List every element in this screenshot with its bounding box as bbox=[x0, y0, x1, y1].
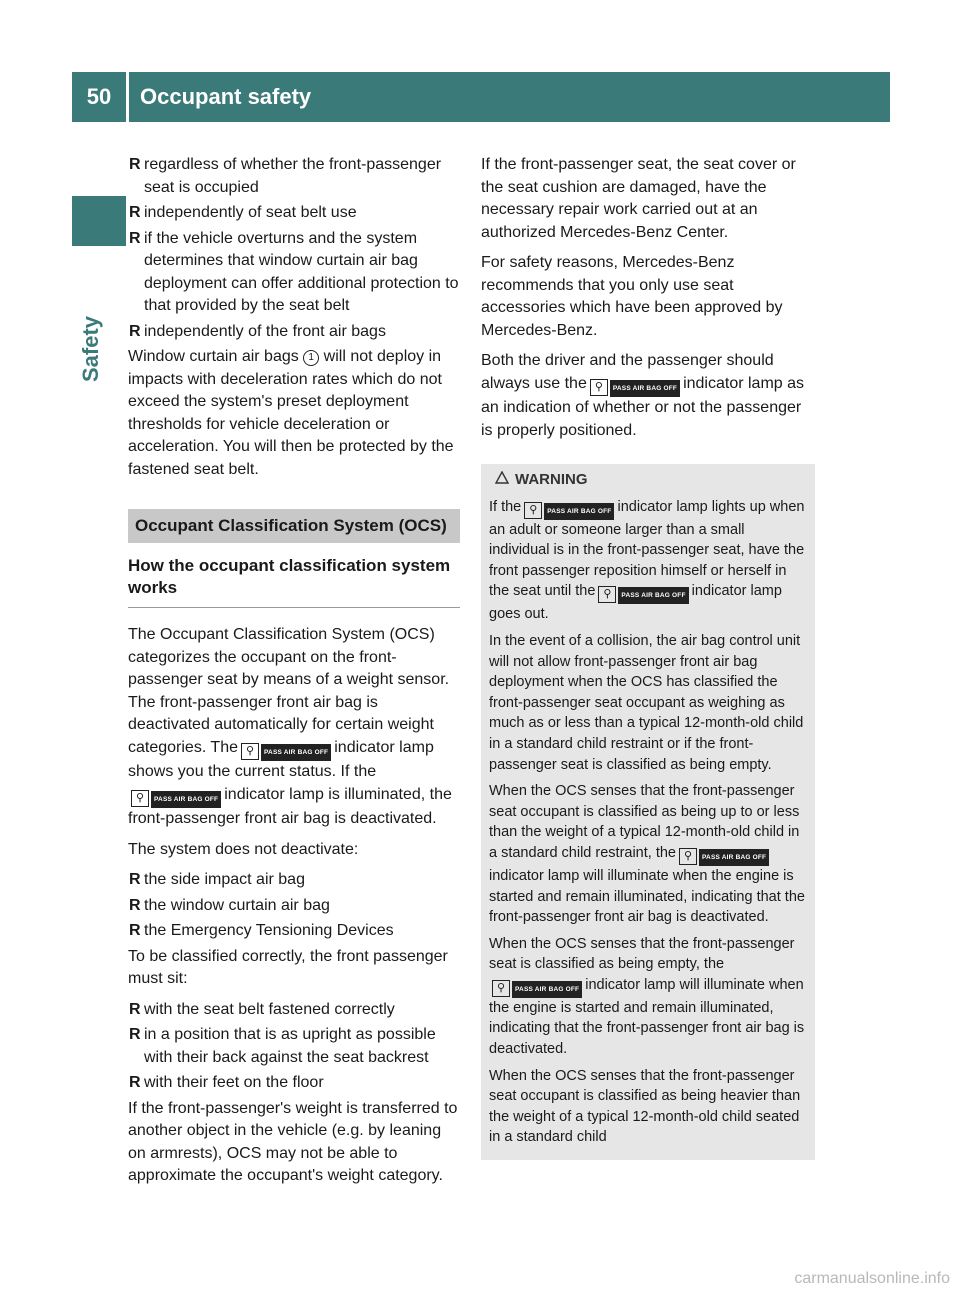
paragraph: For safety reasons, Mercedes-Benz recommends that you only use seat accessories which have been approved by Mercedes-Benz. bbox=[481, 254, 783, 339]
list-item: R independently of seat belt use bbox=[129, 204, 357, 221]
paragraph: In the event of a collision, the air bag control unit will not allow front-passenger front air bag deployment when the OCS has classified the front-passenger seat occupant as weighing as much as or less than a typical 12-month-old child in a standard child restraint or if the front-passenger seat is classified as being empty. bbox=[489, 632, 804, 773]
subsection-heading: How the occupant classification system works bbox=[128, 555, 460, 608]
paragraph: When the OCS senses that the front-passenger seat is classified as being empty, the⚲ PASS AIR BAG OFF indicator lamp will illuminate when the engine is started and remain illuminated, indicating that the front-passenger front air bag is deactivated. bbox=[489, 935, 805, 1058]
paragraph: To be classified correctly, the front passenger must sit: bbox=[128, 947, 448, 987]
right-column bbox=[481, 154, 815, 1160]
list-item: R with the seat belt fastened correctly bbox=[129, 1000, 395, 1018]
header-divider bbox=[126, 72, 129, 122]
airbag-off-indicator-icon: ⚲ PASS AIR BAG OFF bbox=[590, 375, 680, 398]
sidebar-tab bbox=[72, 196, 126, 246]
warning-box bbox=[481, 464, 815, 1160]
list-item: R regardless of whether the front-passenger seat is occupied bbox=[129, 156, 442, 196]
airbag-off-indicator-icon: ⚲ PASS AIR BAG OFF bbox=[679, 845, 769, 866]
paragraph: When the OCS senses that the front-passenger seat occupant is classified as being up to or less than the weight of a typical 12-month-old child in a standard child restraint, the ⚲ PASS AIR BAG OFFindicator lamp will illuminate when the engine is started and remain illuminated, indicating that the front-passenger front air bag is deactivated. bbox=[489, 783, 805, 926]
airbag-off-indicator-icon: ⚲ PASS AIR BAG OFF bbox=[524, 499, 614, 520]
list-item: R with their feet on the floor bbox=[129, 1074, 324, 1091]
list-item: R the side impact air bag bbox=[129, 871, 305, 888]
paragraph: When the OCS senses that the front-passenger seat occupant is classified as being heavier than the weight of a typical 12-month-old child seated in a standard child bbox=[489, 1067, 801, 1146]
airbag-off-indicator-icon: ⚲ PASS AIR BAG OFF bbox=[492, 977, 582, 998]
callout-1-icon: 1 bbox=[303, 350, 319, 366]
footer-watermark[interactable]: carmanualsonline.info bbox=[794, 1270, 950, 1287]
list-item: R the window curtain air bag bbox=[129, 896, 330, 914]
warning-triangle-icon bbox=[495, 471, 509, 484]
section-heading: Occupant Classification System (OCS) bbox=[128, 509, 460, 543]
list-item: R if the vehicle overturns and the system determines that window curtain air bag deployment can offer additional protection to that provided by the seat belt bbox=[129, 229, 459, 314]
list-item: R independently of the front air bags bbox=[129, 322, 386, 340]
list-item: R the Emergency Tensioning Devices bbox=[129, 922, 394, 939]
paragraph: If the front-passenger's weight is transferred to another object in the vehicle (e.g. by leaning on armrests), OCS may not be able to approximate the occupant's weight category. bbox=[128, 1099, 458, 1184]
page-number: 50 bbox=[86, 84, 112, 109]
airbag-off-indicator-icon: ⚲ PASS AIR BAG OFF bbox=[241, 739, 331, 762]
airbag-off-indicator-icon: ⚲ PASS AIR BAG OFF bbox=[131, 786, 221, 809]
list-item: R in a position that is as upright as possible with their back against the seat backrest bbox=[129, 1026, 436, 1066]
sidebar-section-label: Safety bbox=[78, 315, 103, 382]
paragraph: Both the driver and the passenger should always use the ⚲ PASS AIR BAG OFF indicator lamp as an indication of whether or not the passenger is properly positioned. bbox=[481, 352, 805, 439]
page-title: Occupant safety bbox=[140, 84, 312, 109]
paragraph: If the front-passenger seat, the seat cover or the seat cushion are damaged, have the necessary repair work carried out at an authorized Mercedes-Benz Center. bbox=[481, 156, 796, 241]
paragraph: If the ⚲ PASS AIR BAG OFF indicator lamp lights up when an adult or someone larger than a small individual is in the front-passenger seat, have the front passenger reposition himself or herself in the seat until the ⚲ PASS AIR BAG OFF indicator lamp goes out. bbox=[489, 498, 805, 623]
airbag-off-indicator-icon: ⚲ PASS AIR BAG OFF bbox=[598, 583, 688, 604]
paragraph: The Occupant Classification System (OCS) categorizes the occupant on the front-passenger seat by means of a weight sensor. The front-passenger front air bag is deactivated automatically for certain weight categories. The ⚲ PASS AIR BAG OFF indicator lamp shows you the current status. If the⚲ PASS AIR BAG OFF indicator lamp is illuminated, the front-passenger front air bag is deactivated. bbox=[128, 626, 452, 827]
paragraph: Window curtain air bags 1 will not deploy in impacts with deceleration rates which do not exceed the system's preset deployment thresholds for vehicle deceleration or acceleration. You will then be protected by the fastened seat belt. bbox=[128, 348, 454, 478]
warning-heading: WARNING bbox=[489, 470, 807, 491]
left-column bbox=[128, 154, 460, 1196]
paragraph: The system does not deactivate: bbox=[128, 840, 359, 858]
